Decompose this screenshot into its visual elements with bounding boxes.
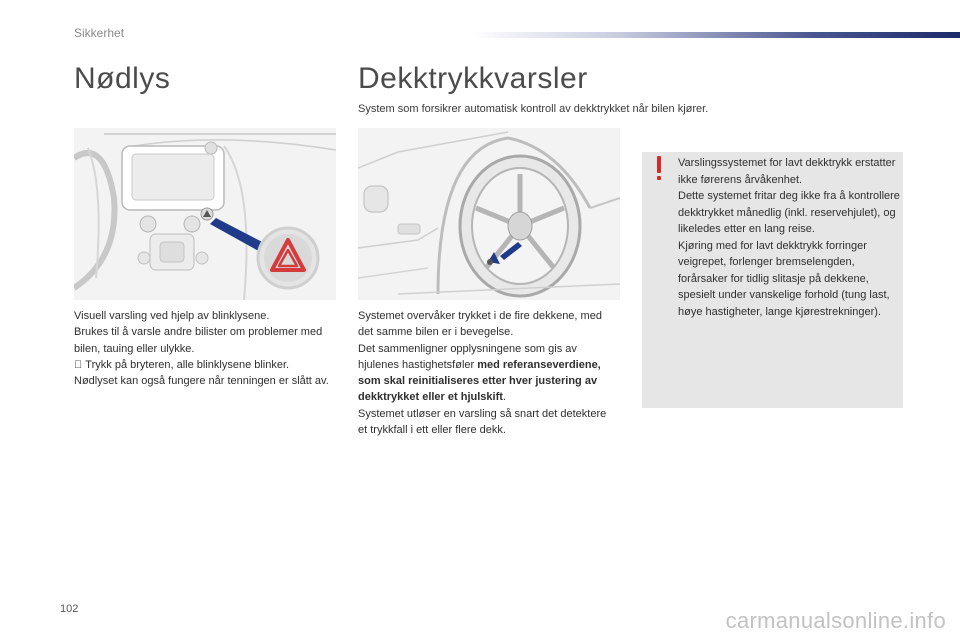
section-label: Sikkerhet <box>74 26 125 40</box>
tyre-body <box>358 308 616 438</box>
tyre-comparison-end: . <box>502 391 506 404</box>
tyre-title: Dekktrykkvarsler <box>358 62 588 95</box>
warning-text <box>678 155 900 320</box>
warning-line: Dette systemet fritar deg ikke fra å kontrollere dekktrykket månedlig (inkl. reservehjulet), og likeledes etter en lang reise. <box>678 190 900 235</box>
hazard-paragraph: Brukes til å varsle andre bilister om problemer med bilen, tauing eller ulykke. <box>74 326 323 355</box>
wheel-illustration-svg <box>358 128 620 300</box>
tyre-paragraph: Systemet overvåker trykket i de fire dekkene, med det samme bilen er i bevegelse. <box>358 310 602 339</box>
tyre-subtitle: System som forsikrer automatisk kontroll av dekktrykket når bilen kjører. <box>358 103 709 115</box>
watermark: carmanualsonline.info <box>725 608 946 633</box>
tyre-illustration <box>358 128 620 300</box>
hazard-title: Nødlys <box>74 62 171 95</box>
tyre-paragraph-comparison <box>358 341 616 406</box>
header-accent-bar <box>470 32 960 38</box>
warning-line: Varslingssystemet for lavt dekktrykk erstatter ikke førerens årvåkenhet. <box>678 157 896 186</box>
page-number: 102 <box>60 603 79 615</box>
tyre-comparison-text: Det sammenligner opplysningene som gis av hjulenes hastighetsføler <box>358 342 577 371</box>
tyre-paragraph: Systemet utløser en varsling så snart det detektere et trykkfall i ett eller flere dekk. <box>358 407 607 437</box>
hazard-body <box>74 308 336 389</box>
exclamation-icon <box>653 156 665 182</box>
hazard-paragraph: Nødlyset kan også fungere når tenningen er slått av. <box>74 375 329 388</box>
dashboard-illustration-svg <box>74 128 336 300</box>
hazard-paragraph: Visuell varsling ved hjelp av blinklysene. <box>74 310 270 322</box>
hazard-instruction: Trykk på bryteren, alle blinklysene blinker. <box>74 358 278 371</box>
warning-line: Kjøring med for lavt dekktrykk forringer veigrepet, forlenger bremselengden, forårsaker for tidlig slitasje på dekkene, spesielt under vanskelige forhold (tung last, høye hastigheter, lange kjørestrekninger). <box>678 239 890 318</box>
tyre-comparison-emphasis: med referanseverdiene, som skal reinitialiseres etter hver justering av dekktrykket eller et hjulskift <box>358 358 601 404</box>
hazard-illustration <box>74 128 336 300</box>
